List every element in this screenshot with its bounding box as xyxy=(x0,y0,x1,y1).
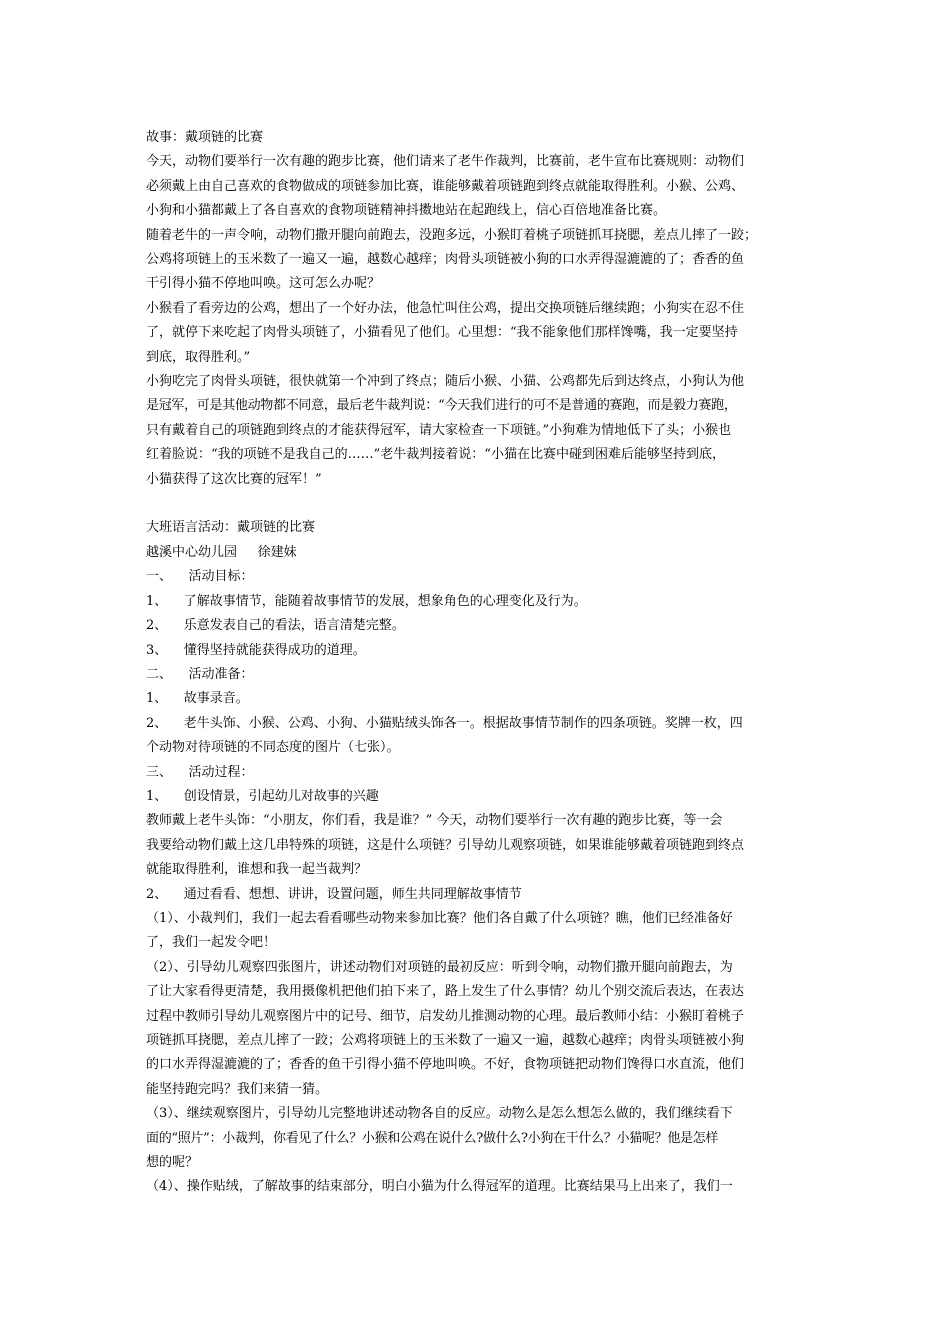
lesson-author: 越溪中心幼儿园 徐建妹 xyxy=(146,544,297,560)
lesson-line: 个动物对待项链的不同态度的图片（七张）。 xyxy=(146,740,400,756)
story-line: 随着老牛的一声令响，动物们撒开腿向前跑去，没跑多远，小猴盯着桃子项链抓耳挠腮，差点儿摔了一跤； xyxy=(146,227,758,243)
lesson-line: 1、 故事录音。 xyxy=(146,691,249,707)
story-line: 了，就停下来吃起了肉骨头项链了，小猫看见了他们。心里想：“我不能象他们那样馋嘴，我一定要坚持 xyxy=(146,325,738,341)
lesson-line: 的口水弄得湿漉漉的了；香香的鱼干引得小猫不停地叫唤。不好，食物项链把动物们馋得口水直流，他们 xyxy=(146,1057,745,1073)
story-line: 到底，取得胜利。” xyxy=(146,349,251,365)
story-line: 今天，动物们要举行一次有趣的跑步比赛，他们请来了老牛作裁判，比赛前，老牛宣布比赛规则：动物们 xyxy=(146,154,745,170)
story-line: 只有戴着自己的项链跑到终点的才能获得冠军，请大家检查一下项链。”小狗难为情地低下了头；小猴也 xyxy=(146,422,732,438)
section-heading: 二、 活动准备： xyxy=(146,666,254,682)
story-line: 小狗和小猫都戴上了各自喜欢的食物项链精神抖擞地站在起跑线上，信心百倍地准备比赛。 xyxy=(146,203,667,219)
story-line: 干引得小猫不停地叫唤。这可怎么办呢？ xyxy=(146,276,381,292)
lesson-title: 大班语言活动：戴项链的比赛 xyxy=(146,520,316,536)
lesson-line: 能坚持跑完吗？我们来猜一猜。 xyxy=(146,1081,329,1097)
lesson-line: 项链抓耳挠腮，差点儿摔了一跤；公鸡将项链上的玉米数了一遍又一遍，越数心越痒；肉骨头项链被小狗 xyxy=(146,1033,745,1049)
lesson-line: 想的呢？ xyxy=(146,1155,199,1171)
paragraph-spacer xyxy=(146,492,814,516)
lesson-line: 就能取得胜利，谁想和我一起当裁判？ xyxy=(146,862,368,878)
document-body xyxy=(146,126,814,1200)
lesson-line: 2、 老牛头饰、小猴、公鸡、小狗、小猫贴绒头饰各一。根据故事情节制作的四条项链。奖牌一枚，四 xyxy=(146,715,743,731)
section-heading: 一、 活动目标： xyxy=(146,569,254,585)
lesson-line: （2）、引导幼儿观察四张图片，讲述动物们对项链的最初反应：听到令响，动物们撒开腿向前跑去，为 xyxy=(146,959,733,975)
lesson-line: 教师戴上老牛头饰：“小朋友，你们看，我是谁？” 今天，动物们要举行一次有趣的跑步比赛，等一会 xyxy=(146,813,723,829)
lesson-line: （3）、继续观察图片，引导幼儿完整地讲述动物各自的反应。动物么是怎么想怎么做的，我们继续看下 xyxy=(146,1106,733,1122)
lesson-line: 了让大家看得更清楚，我用摄像机把他们拍下来了，路上发生了什么事情？幼儿个别交流后表达，在表达 xyxy=(146,984,745,1000)
lesson-line: 3、 懂得坚持就能获得成功的道理。 xyxy=(146,642,366,658)
lesson-line: 2、 乐意发表自己的看法，语言清楚完整。 xyxy=(146,618,405,634)
lesson-line: 1、 了解故事情节，能随着故事情节的发展，想象角色的心理变化及行为。 xyxy=(146,593,587,609)
section-heading: 三、 活动过程： xyxy=(146,764,254,780)
story-line: 公鸡将项链上的玉米数了一遍又一遍，越数心越痒；肉骨头项链被小狗的口水弄得湿漉漉的了；香香的鱼 xyxy=(146,252,745,268)
story-line: 小狗吃完了肉骨头项链，很快就第一个冲到了终点；随后小猴、小猫、公鸡都先后到达终点，小狗认为他 xyxy=(146,374,745,390)
story-line: 必须戴上由自己喜欢的食物做成的项链参加比赛，谁能够戴着项链跑到终点就能取得胜利。小猴、公鸡、 xyxy=(146,178,745,194)
lesson-line: 面的“照片”：小裁判，你看见了什么？小猴和公鸡在说什么?做什么?小狗在干什么？小猫呢？他是怎样 xyxy=(146,1130,719,1146)
lesson-line: （1）、小裁判们，我们一起去看看哪些动物来参加比赛？他们各自戴了什么项链？瞧，他们已经准备好 xyxy=(146,910,733,926)
story-line: 红着脸说：“我的项链不是我自己的……”老牛裁判接着说：“小猫在比赛中碰到困难后能够坚持到底， xyxy=(146,447,725,463)
lesson-line: 过程中教师引导幼儿观察图片中的记号、细节，启发幼儿推测动物的心理。最后教师小结：小猴盯着桃子 xyxy=(146,1008,745,1024)
lesson-line: 2、 通过看看、想想、讲讲，设置问题，师生共同理解故事情节 xyxy=(146,886,522,902)
story-line: 小猫获得了这次比赛的冠军！” xyxy=(146,471,322,487)
story-title: 故事：戴项链的比赛 xyxy=(146,130,264,145)
story-line: 小猴看了看旁边的公鸡，想出了一个好办法，他急忙叫住公鸡，提出交换项链后继续跑；小狗实在忍不住 xyxy=(146,300,745,316)
lesson-line: 我要给动物们戴上这几串特殊的项链，这是什么项链？引导幼儿观察项链，如果谁能够戴着项链跑到终点 xyxy=(146,837,745,853)
lesson-line: 了，我们一起发令吧！ xyxy=(146,935,277,951)
lesson-line: （4）、操作贴绒，了解故事的结束部分，明白小猫为什么得冠军的道理。比赛结果马上出来了，我们一 xyxy=(146,1179,733,1195)
lesson-line: 1、 创设情景，引起幼儿对故事的兴趣 xyxy=(146,788,379,804)
story-line: 是冠军，可是其他动物都不同意，最后老牛裁判说：“今天我们进行的可不是普通的赛跑，而是毅力赛跑， xyxy=(146,398,737,414)
